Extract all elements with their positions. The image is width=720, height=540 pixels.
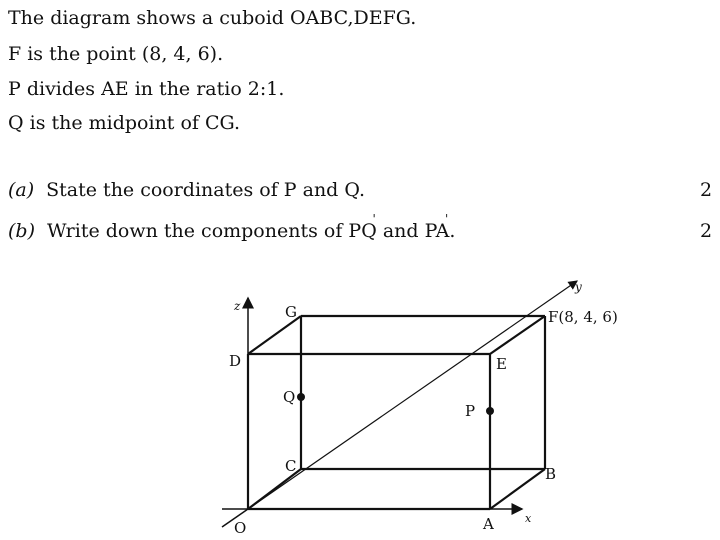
question-b-marks: 2 — [700, 220, 713, 242]
x-axis-label: x — [525, 512, 532, 525]
edge-DG — [248, 316, 301, 354]
y-axis-label: y — [575, 280, 582, 294]
question-b-text: Write down the components of — [47, 220, 349, 242]
label-C: C — [285, 457, 297, 475]
label-G: G — [285, 303, 297, 321]
label-F: F(8, 4, 6) — [548, 308, 618, 326]
intro-line-3: P divides AE in the ratio 2:1. — [8, 78, 285, 100]
label-D: D — [229, 352, 242, 370]
label-Q: Q — [283, 388, 296, 406]
question-a-marks: 2 — [700, 179, 713, 201]
label-O: O — [234, 519, 247, 537]
label-E: E — [496, 355, 507, 373]
vector-pq: ' PQ — [348, 219, 376, 243]
question-a-label: (a) — [8, 179, 35, 201]
edge-OC — [248, 469, 301, 509]
intro-line-2: F is the point (8, 4, 6). — [8, 43, 224, 65]
vector-pa: ' PA — [425, 219, 450, 243]
question-b-and: and — [376, 220, 425, 242]
question-b-period: . — [449, 220, 456, 242]
z-axis-label: z — [234, 299, 241, 313]
intro-line-4: Q is the midpoint of CG. — [8, 112, 241, 134]
question-a-text: State the coordinates of P and Q. — [46, 179, 366, 201]
label-B: B — [545, 465, 557, 483]
label-P: P — [465, 402, 476, 420]
intro-line-1: The diagram shows a cuboid OABC,DEFG. — [8, 7, 417, 29]
question-b-label: (b) — [8, 220, 35, 242]
point-Q — [297, 393, 305, 401]
point-P — [486, 407, 494, 415]
edge-AB — [490, 469, 545, 509]
label-A: A — [483, 515, 494, 533]
